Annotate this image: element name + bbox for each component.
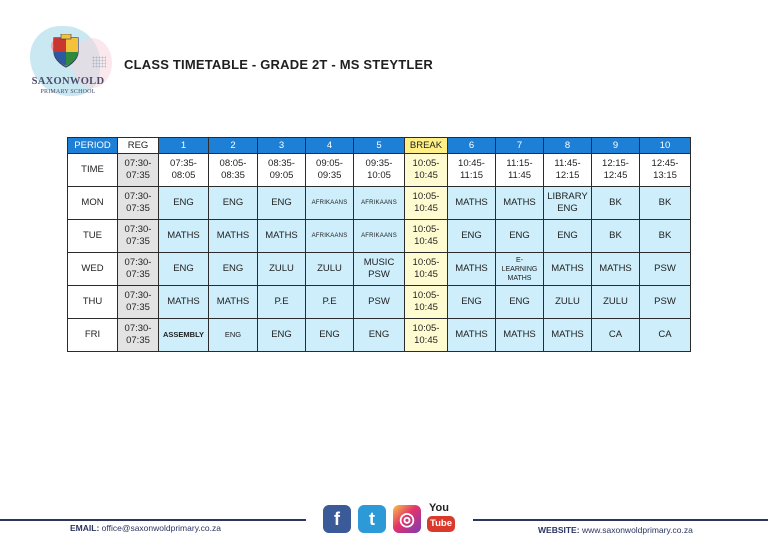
timetable-cell: BK (640, 187, 691, 220)
timetable-cell: ENG (209, 253, 258, 286)
email-label: EMAIL: (70, 523, 100, 533)
timetable-header-cell: 6 (448, 138, 496, 154)
timetable-cell: 07:30- 07:35 (118, 187, 159, 220)
day-label-cell: TUE (68, 220, 118, 253)
youtube-tube-text: Tube (427, 516, 455, 532)
timetable-cell: P.E (306, 286, 354, 319)
timetable-cell: CA (592, 319, 640, 352)
timetable-cell: 08:05- 08:35 (209, 154, 258, 187)
day-label-cell: MON (68, 187, 118, 220)
timetable-cell: 07:30- 07:35 (118, 220, 159, 253)
instagram-icon[interactable] (393, 505, 421, 533)
timetable-cell: 09:05- 09:35 (306, 154, 354, 187)
timetable-cell: ENG (159, 187, 209, 220)
timetable-time-row (68, 154, 691, 187)
timetable-cell: MATHS (448, 253, 496, 286)
timetable-header-cell: 7 (496, 138, 544, 154)
timetable-cell: 11:45- 12:15 (544, 154, 592, 187)
timetable-header-cell: 2 (209, 138, 258, 154)
timetable-cell: MATHS (258, 220, 306, 253)
timetable-cell: MATHS (159, 286, 209, 319)
timetable-cell: 07:30- 07:35 (118, 154, 159, 187)
timetable-cell: ENG (258, 319, 306, 352)
footer-email (70, 523, 221, 533)
timetable-header-cell: 8 (544, 138, 592, 154)
timetable-cell: AFRIKAANS (306, 187, 354, 220)
timetable-cell: MATHS (592, 253, 640, 286)
logo-school-subtitle: PRIMARY SCHOOL (40, 89, 96, 95)
timetable-cell: PSW (640, 253, 691, 286)
timetable-cell: LIBRARY ENG (544, 187, 592, 220)
timetable-cell: MATHS (159, 220, 209, 253)
timetable-cell: 10:05- 10:45 (405, 220, 448, 253)
timetable-cell: MATHS (544, 253, 592, 286)
timetable-cell: 12:15- 12:45 (592, 154, 640, 187)
timetable-cell: ZULU (592, 286, 640, 319)
timetable-cell: MATHS (448, 187, 496, 220)
facebook-glyph: f (334, 509, 340, 529)
footer-website (538, 525, 693, 535)
timetable-cell: ENG (159, 253, 209, 286)
timetable-cell: 10:05- 10:45 (405, 319, 448, 352)
timetable-cell: MATHS (544, 319, 592, 352)
timetable-cell: ENG (258, 187, 306, 220)
timetable-header-cell: 5 (354, 138, 405, 154)
timetable-cell: MUSIC PSW (354, 253, 405, 286)
timetable-cell: ZULU (306, 253, 354, 286)
timetable-cell: MATHS (448, 319, 496, 352)
timetable-header-cell: BREAK (405, 138, 448, 154)
school-crest-icon (51, 34, 81, 70)
timetable-cell: ZULU (258, 253, 306, 286)
youtube-icon[interactable] (427, 502, 455, 536)
timetable-cell: ENG (209, 319, 258, 352)
timetable-cell: ENG (496, 286, 544, 319)
timetable-cell: BK (592, 220, 640, 253)
timetable-cell: MATHS (209, 286, 258, 319)
timetable-header-cell: 10 (640, 138, 691, 154)
timetable-cell: ENG (354, 319, 405, 352)
timetable-day-row (68, 220, 691, 253)
timetable-cell: 10:05- 10:45 (405, 253, 448, 286)
timetable-cell: ENG (496, 220, 544, 253)
page-title: CLASS TIMETABLE - GRADE 2T - MS STEYTLER (124, 57, 433, 72)
timetable-header-cell: PERIOD (68, 138, 118, 154)
twitter-glyph: t (369, 509, 375, 529)
timetable-cell: MATHS (496, 187, 544, 220)
timetable-cell: PSW (640, 286, 691, 319)
twitter-icon[interactable] (358, 505, 386, 533)
timetable-cell: AFRIKAANS (354, 220, 405, 253)
instagram-glyph: ◎ (399, 509, 415, 529)
day-label-cell: WED (68, 253, 118, 286)
timetable-cell: CA (640, 319, 691, 352)
timetable-cell: BK (592, 187, 640, 220)
website-link[interactable]: www.saxonwoldprimary.co.za (581, 525, 693, 535)
timetable-cell: 10:45- 11:15 (448, 154, 496, 187)
logo-school-name: SAXONWOLD (31, 76, 105, 87)
day-label-cell: THU (68, 286, 118, 319)
timetable-cell: BK (640, 220, 691, 253)
timetable-cell: 12:45- 13:15 (640, 154, 691, 187)
timetable-header-cell: 1 (159, 138, 209, 154)
timetable-header-cell: 9 (592, 138, 640, 154)
website-label: WEBSITE: (538, 525, 580, 535)
class-timetable (67, 137, 691, 352)
timetable-cell: 10:05- 10:45 (405, 187, 448, 220)
timetable-day-row (68, 286, 691, 319)
timetable-cell: ENG (306, 319, 354, 352)
timetable-cell: 07:35- 08:05 (159, 154, 209, 187)
timetable-cell: ENG (209, 187, 258, 220)
timetable-cell: 10:05- 10:45 (405, 154, 448, 187)
timetable-cell: MATHS (496, 319, 544, 352)
timetable-cell: MATHS (209, 220, 258, 253)
timetable-cell: 11:15- 11:45 (496, 154, 544, 187)
timetable-day-row (68, 253, 691, 286)
timetable-header-cell: 4 (306, 138, 354, 154)
timetable-cell: 10:05- 10:45 (405, 286, 448, 319)
timetable-day-row (68, 187, 691, 220)
timetable-cell: 08:35- 09:05 (258, 154, 306, 187)
youtube-you-text: You (429, 502, 449, 514)
timetable-header-cell: REG (118, 138, 159, 154)
facebook-icon[interactable] (323, 505, 351, 533)
timetable-cell: 07:30- 07:35 (118, 286, 159, 319)
timetable-cell: ZULU (544, 286, 592, 319)
timetable-cell: 09:35- 10:05 (354, 154, 405, 187)
timetable-cell: 07:30- 07:35 (118, 319, 159, 352)
timetable-cell: AFRIKAANS (306, 220, 354, 253)
day-label-cell: FRI (68, 319, 118, 352)
timetable-cell: ENG (448, 286, 496, 319)
timetable-cell: 07:30- 07:35 (118, 253, 159, 286)
timetable-day-row (68, 319, 691, 352)
dot-grid-decoration (92, 56, 106, 68)
timetable-cell: P.E (258, 286, 306, 319)
timetable-header-row (68, 138, 691, 154)
timetable-cell: ASSEMBLY (159, 319, 209, 352)
day-label-cell: TIME (68, 154, 118, 187)
timetable-cell: ENG (448, 220, 496, 253)
footer-divider-left (0, 519, 306, 521)
timetable-cell: E- LEARNING MATHS (496, 253, 544, 286)
timetable-cell: AFRIKAANS (354, 187, 405, 220)
timetable-cell: ENG (544, 220, 592, 253)
timetable-cell: PSW (354, 286, 405, 319)
email-address-link[interactable]: office@saxonwoldprimary.co.za (101, 523, 221, 533)
footer-divider-right (473, 519, 768, 521)
timetable-header-cell: 3 (258, 138, 306, 154)
